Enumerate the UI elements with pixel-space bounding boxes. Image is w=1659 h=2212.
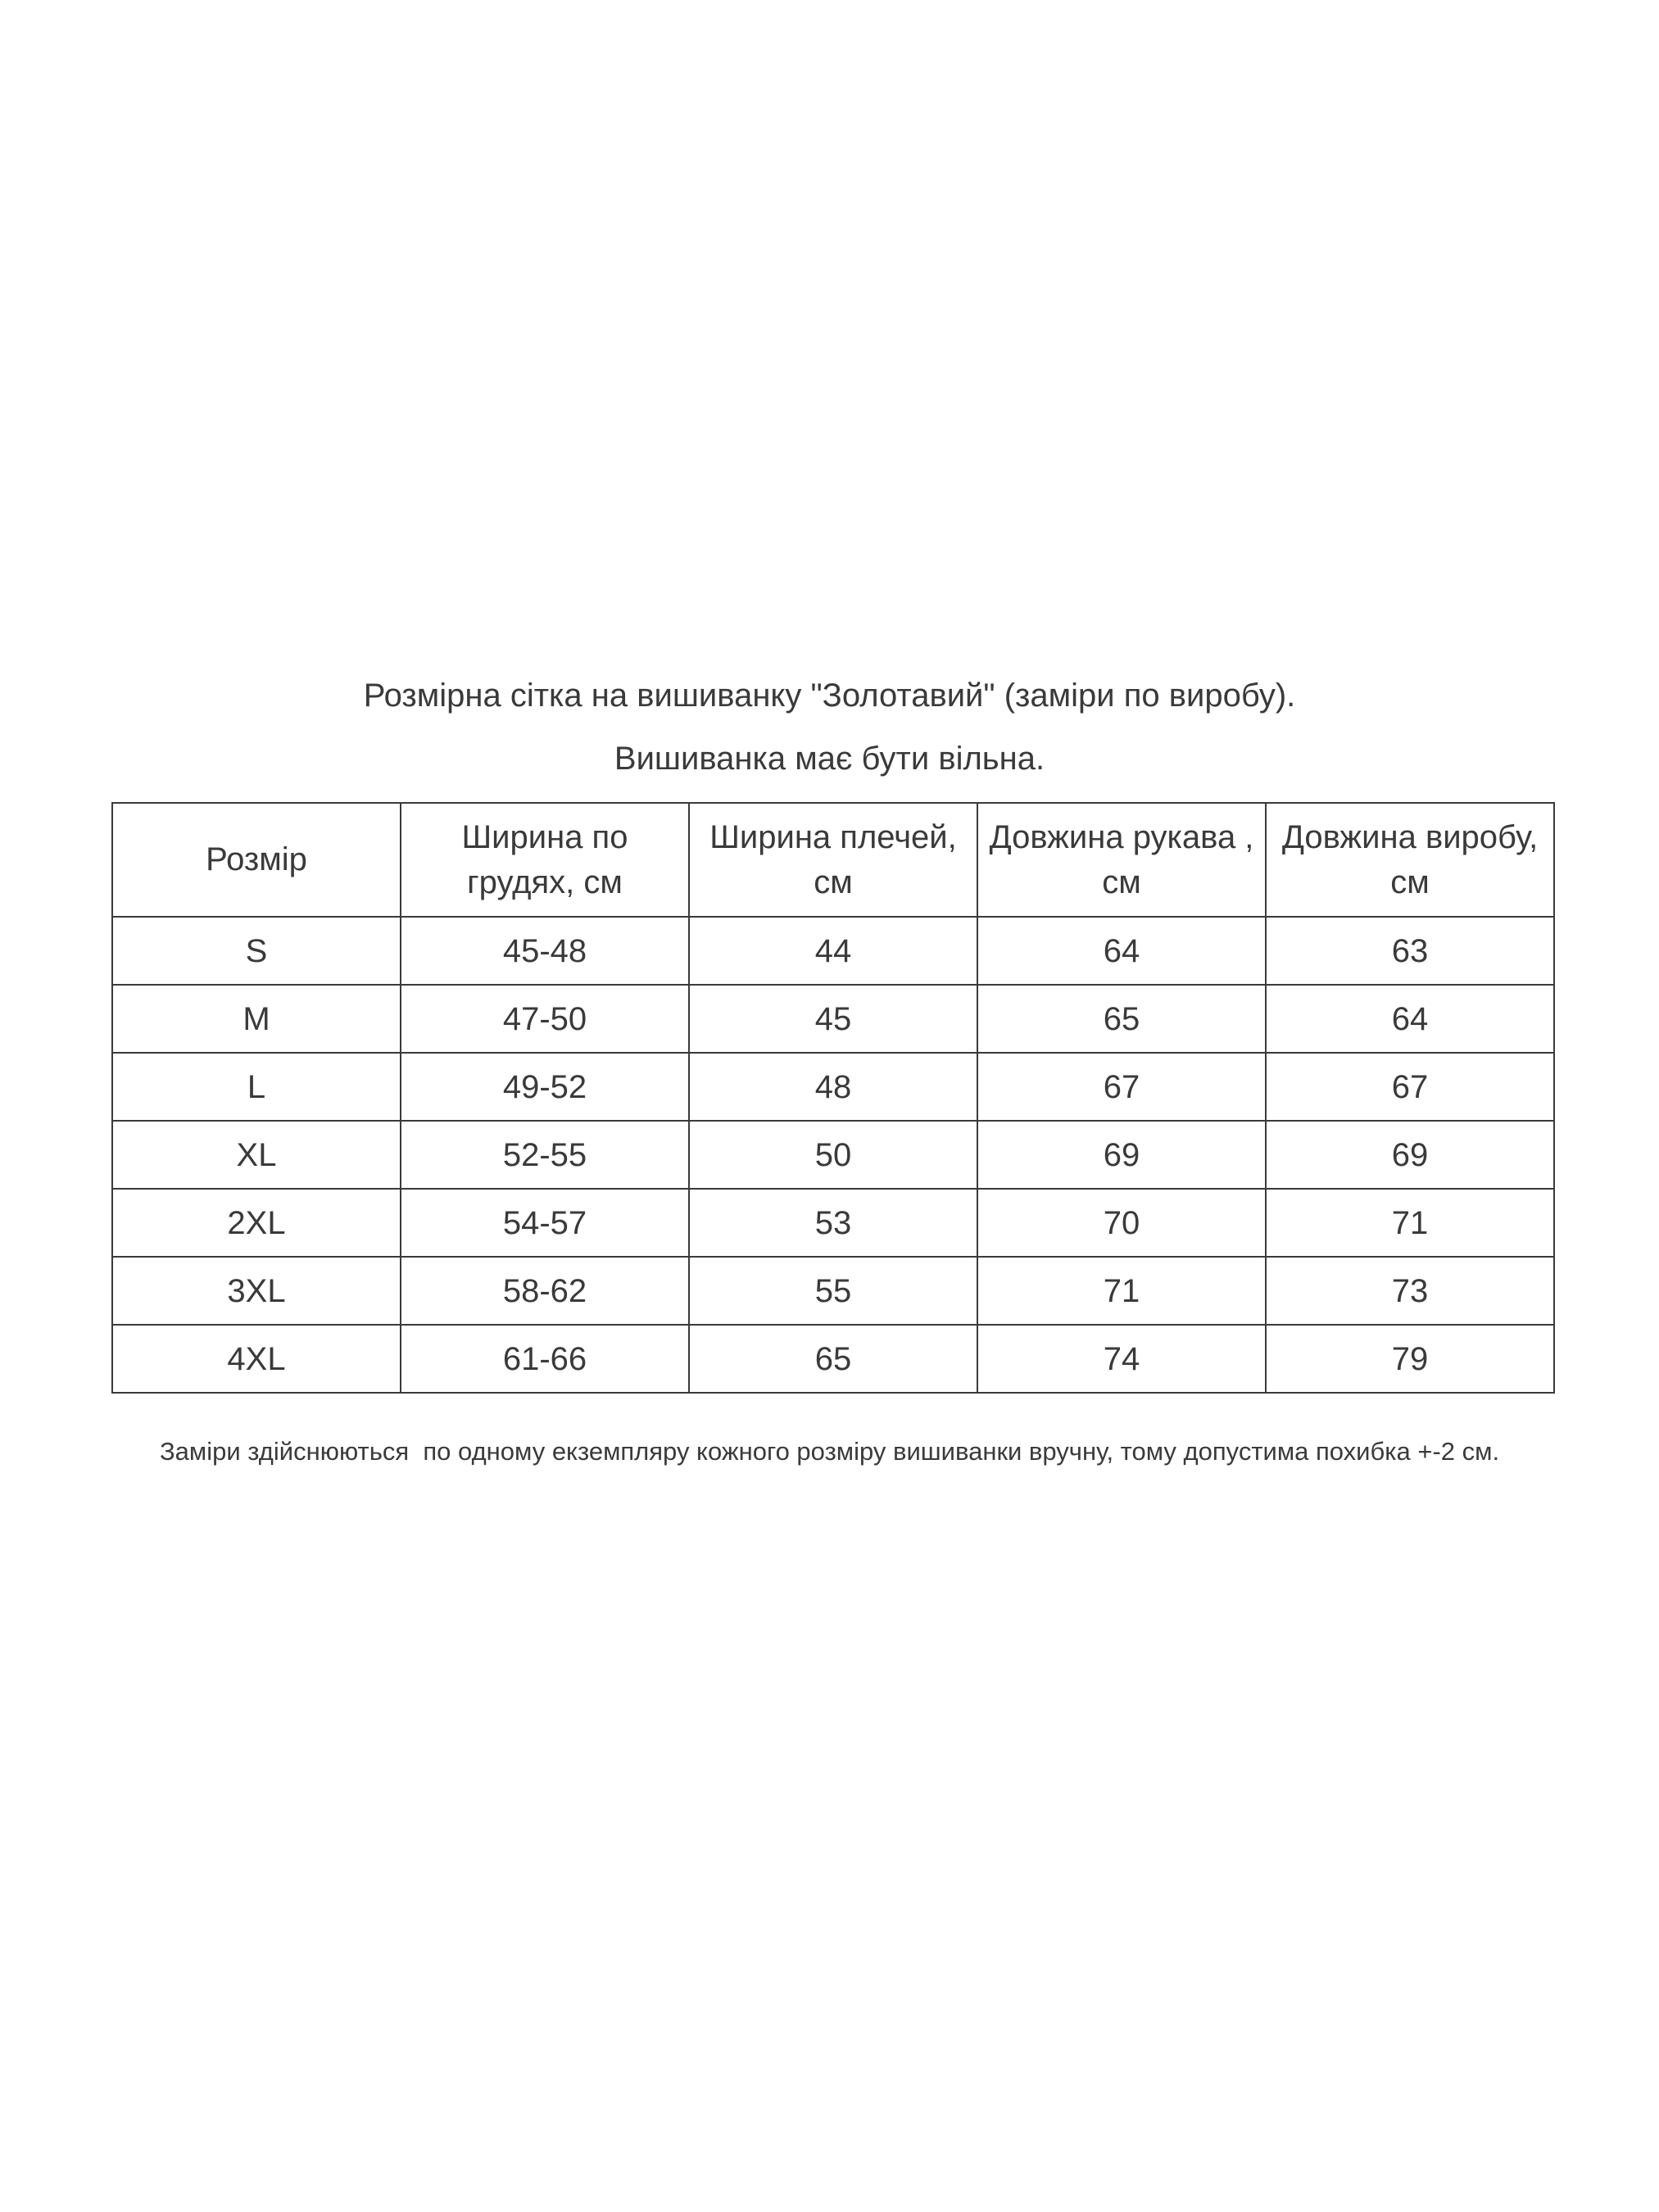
size-chart-table xyxy=(111,802,1555,1394)
cell-garment-length: 64 xyxy=(1266,985,1554,1053)
cell-sleeve-length: 71 xyxy=(977,1257,1266,1325)
cell-shoulder-width: 48 xyxy=(689,1053,977,1121)
cell-garment-length: 73 xyxy=(1266,1257,1554,1325)
cell-garment-length: 69 xyxy=(1266,1121,1554,1189)
cell-garment-length: 71 xyxy=(1266,1189,1554,1257)
cell-size: 3XL xyxy=(112,1257,401,1325)
cell-shoulder-width: 44 xyxy=(689,917,977,985)
cell-garment-length: 79 xyxy=(1266,1325,1554,1393)
header-size: Розмір xyxy=(112,803,401,917)
cell-sleeve-length: 74 xyxy=(977,1325,1266,1393)
cell-shoulder-width: 50 xyxy=(689,1121,977,1189)
table-row xyxy=(112,985,1554,1053)
cell-chest-width: 52-55 xyxy=(401,1121,689,1189)
cell-sleeve-length: 67 xyxy=(977,1053,1266,1121)
measurement-note: Заміри здійснюються по одному екземпляру кожного розміру вишиванки вручну, тому допустима похибка +-2 см. xyxy=(159,1437,1500,1466)
page-title: Розмірна сітка на вишиванку "Золотавий" (заміри по виробу). xyxy=(363,678,1296,714)
cell-chest-width: 47-50 xyxy=(401,985,689,1053)
cell-shoulder-width: 65 xyxy=(689,1325,977,1393)
cell-size: L xyxy=(112,1053,401,1121)
header-sleeve-length: Довжина рукава , см xyxy=(977,803,1266,917)
cell-sleeve-length: 69 xyxy=(977,1121,1266,1189)
table-row xyxy=(112,917,1554,985)
cell-sleeve-length: 70 xyxy=(977,1189,1266,1257)
cell-chest-width: 54-57 xyxy=(401,1189,689,1257)
page-subtitle: Вишиванка має бути вільна. xyxy=(614,741,1045,777)
table-row xyxy=(112,1053,1554,1121)
cell-garment-length: 63 xyxy=(1266,917,1554,985)
header-garment-length: Довжина виробу, см xyxy=(1266,803,1554,917)
table-row xyxy=(112,1325,1554,1393)
cell-chest-width: 49-52 xyxy=(401,1053,689,1121)
cell-shoulder-width: 53 xyxy=(689,1189,977,1257)
cell-garment-length: 67 xyxy=(1266,1053,1554,1121)
header-shoulder-width: Ширина плечей, см xyxy=(689,803,977,917)
cell-chest-width: 45-48 xyxy=(401,917,689,985)
cell-size: S xyxy=(112,917,401,985)
cell-chest-width: 61-66 xyxy=(401,1325,689,1393)
cell-shoulder-width: 45 xyxy=(689,985,977,1053)
cell-size: XL xyxy=(112,1121,401,1189)
table-row xyxy=(112,1121,1554,1189)
cell-size: M xyxy=(112,985,401,1053)
cell-sleeve-length: 65 xyxy=(977,985,1266,1053)
cell-sleeve-length: 64 xyxy=(977,917,1266,985)
table-row xyxy=(112,1189,1554,1257)
cell-size: 2XL xyxy=(112,1189,401,1257)
cell-shoulder-width: 55 xyxy=(689,1257,977,1325)
cell-chest-width: 58-62 xyxy=(401,1257,689,1325)
cell-size: 4XL xyxy=(112,1325,401,1393)
table-row xyxy=(112,1257,1554,1325)
table-header-row xyxy=(112,803,1554,917)
header-chest-width: Ширина по грудях, см xyxy=(401,803,689,917)
